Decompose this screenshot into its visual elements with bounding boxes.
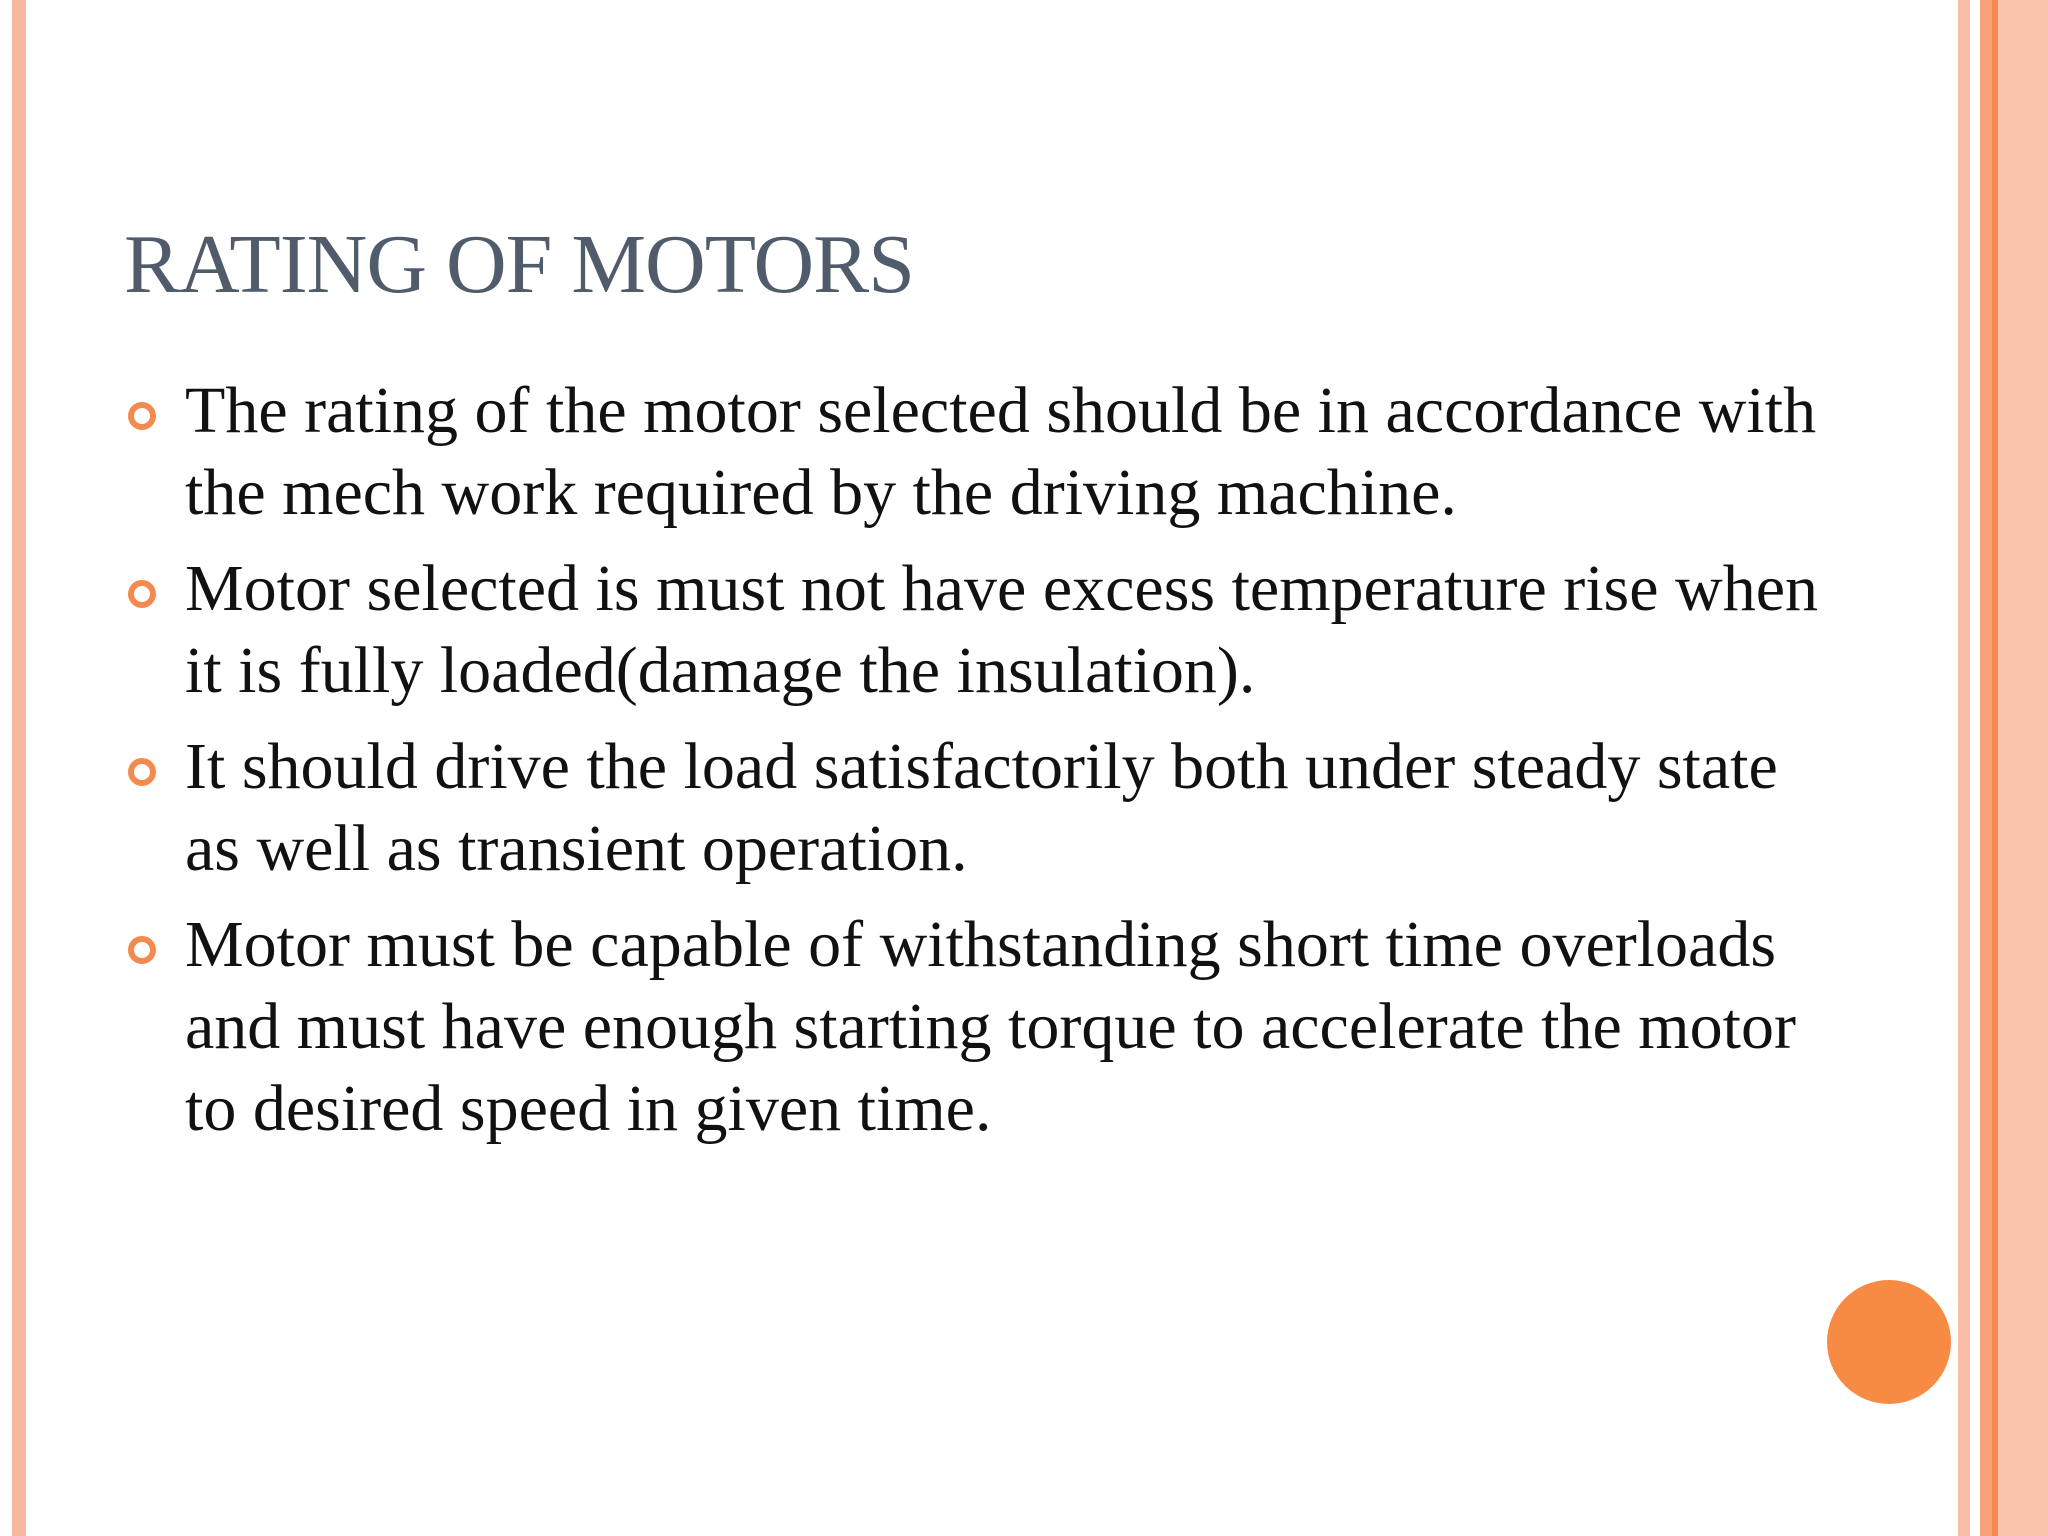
bullet-item (120, 726, 1820, 890)
hollow-circle-bullet-icon (128, 758, 156, 786)
hollow-circle-bullet-icon (128, 936, 156, 964)
right-border-stripe-middle (1980, 0, 1992, 1536)
bullet-text: The rating of the motor selected should be in accordance with the mech work required by the driving machine. (185, 374, 1817, 529)
bullet-list (120, 370, 1820, 1164)
bullet-text: Motor selected is must not have excess temperature rise when it is fully loaded(damage the insulation). (185, 552, 1818, 707)
bullet-text: It should drive the load satisfactorily both under steady state as well as transient operation. (185, 730, 1778, 885)
bullet-item (120, 904, 1820, 1150)
bullet-item (120, 370, 1820, 534)
left-border-stripe (12, 0, 26, 1536)
hollow-circle-bullet-icon (128, 580, 156, 608)
slide-title: RATING OF MOTORS (124, 218, 914, 311)
bullet-text: Motor must be capable of withstanding short time overloads and must have enough starting torque to accelerate the motor to desired speed in given time. (185, 908, 1796, 1145)
right-border-stripe-inner (1958, 0, 1970, 1536)
decorative-orange-circle-icon (1827, 1280, 1951, 1404)
bullet-item (120, 548, 1820, 712)
hollow-circle-bullet-icon (128, 402, 156, 430)
right-border-stripe-outer (1998, 0, 2048, 1536)
